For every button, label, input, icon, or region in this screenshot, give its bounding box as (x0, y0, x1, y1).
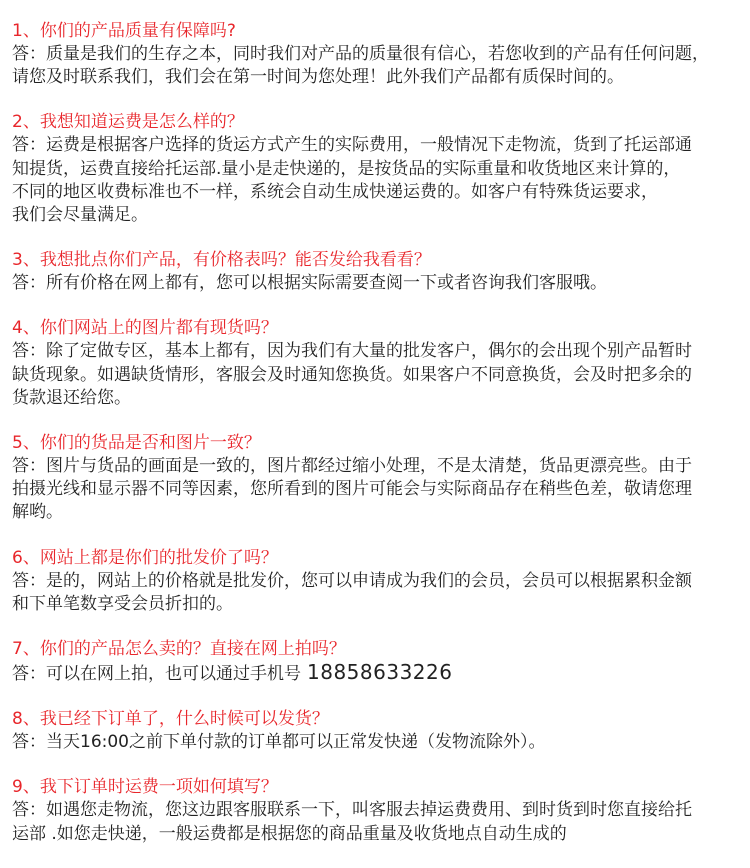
faq-item (12, 547, 738, 616)
faq-answer (12, 455, 738, 525)
faq-question: 1、你们的产品质量有保障吗? (12, 21, 236, 41)
faq-question: 2、我想知道运费是怎么样的？ (12, 112, 244, 133)
faq-question: 4、你们网站上的图片都有现货吗？ (12, 318, 278, 339)
faq-answer (12, 43, 738, 89)
answer-line: 不同的地区收费标准也不一样，系统会自动生成快递运费的。如客户有特殊货运要求， (12, 181, 658, 202)
faq-answer (12, 570, 738, 616)
answer-line: 答：所有价格在网上都有，您可以根据实际需要查阅一下或者咨询我们客服哦。 (12, 273, 607, 294)
faq-item (12, 638, 738, 686)
answer-line: 解哟。 (12, 502, 63, 523)
faq-question: 5、你们的货品是否和图片一致？ (12, 433, 261, 454)
answer-line: 答：当天16:00之前下单付款的订单都可以正常发快递（发物流除外）。 (12, 732, 546, 753)
faq-answer (12, 661, 738, 686)
faq-item (12, 708, 738, 754)
answer-line: 缺货现象。如遇缺货情形，客服会及时通知您换货。如果客户不同意换货，会及时把多余的 (12, 364, 692, 385)
answer-line: 拍摄光线和显示器不同等因素，您所看到的图片可能会与实际商品存在稍些色差，敬请您理 (12, 479, 692, 500)
faq-answer (12, 134, 738, 227)
answer-text: 答：可以在网上拍，也可以通过手机号 (12, 664, 301, 685)
faq-answer (12, 340, 738, 410)
faq-item (12, 111, 738, 227)
faq-question: 8、我已经下订单了，什么时候可以发货？ (12, 709, 329, 730)
answer-line: 货款退还给您。 (12, 387, 131, 408)
faq-question: 7、你们的产品怎么卖的？直接在网上拍吗？ (12, 639, 346, 660)
answer-line: 和下单笔数享受会员折扣的。 (12, 593, 233, 614)
faq-item (12, 776, 738, 845)
faq-item (12, 20, 738, 89)
faq-question: 3、我想批点你们产品，有价格表吗？能否发给我看看？ (12, 250, 431, 271)
answer-line: 请您及时联系我们，我们会在第一时间为您处理！此外我们产品都有质保时间的。 (12, 67, 624, 88)
answer-line: 我们会尽量满足。 (12, 205, 148, 226)
answer-line (12, 661, 738, 686)
phone-number: 18858633226 (307, 660, 453, 685)
answer-line: 答：如遇您走物流，您这边跟客服联系一下，叫客服去掉运费费用、到时货到时您直接给托 (12, 800, 692, 821)
answer-line: 答：除了定做专区，基本上都有，因为我们有大量的批发客户，偶尔的会出现个别产品暂时 (12, 341, 692, 362)
faq-item (12, 249, 738, 295)
faq-item (12, 317, 738, 410)
answer-line: 知提货，运费直接给托运部.量小是走快递的，是按货品的实际重量和收货地区来计算的， (12, 158, 681, 179)
answer-line: 运部 .如您走快递，一般运费都是根据您的商品重量及收货地点自动生成的 (12, 823, 567, 844)
faq-question: 6、网站上都是你们的批发价了吗？ (12, 547, 278, 568)
faq-item (12, 432, 738, 525)
faq-question: 9、我下订单时运费一项如何填写？ (12, 777, 278, 798)
answer-line: 答：运费是根据客户选择的货运方式产生的实际费用，一般情况下走物流，货到了托运部通 (12, 135, 692, 156)
faq-answer (12, 272, 738, 295)
faq-answer (12, 731, 738, 754)
answer-line: 答：是的，网站上的价格就是批发价，您可以申请成为我们的会员，会员可以根据累积金额 (12, 570, 692, 591)
answer-line: 答：图片与货品的画面是一致的，图片都经过缩小处理，不是太清楚，货品更漂亮些。由于 (12, 456, 692, 477)
answer-line: 答：质量是我们的生存之本，同时我们对产品的质量很有信心，若您收到的产品有任何问题， (12, 44, 709, 64)
faq-answer (12, 799, 738, 845)
